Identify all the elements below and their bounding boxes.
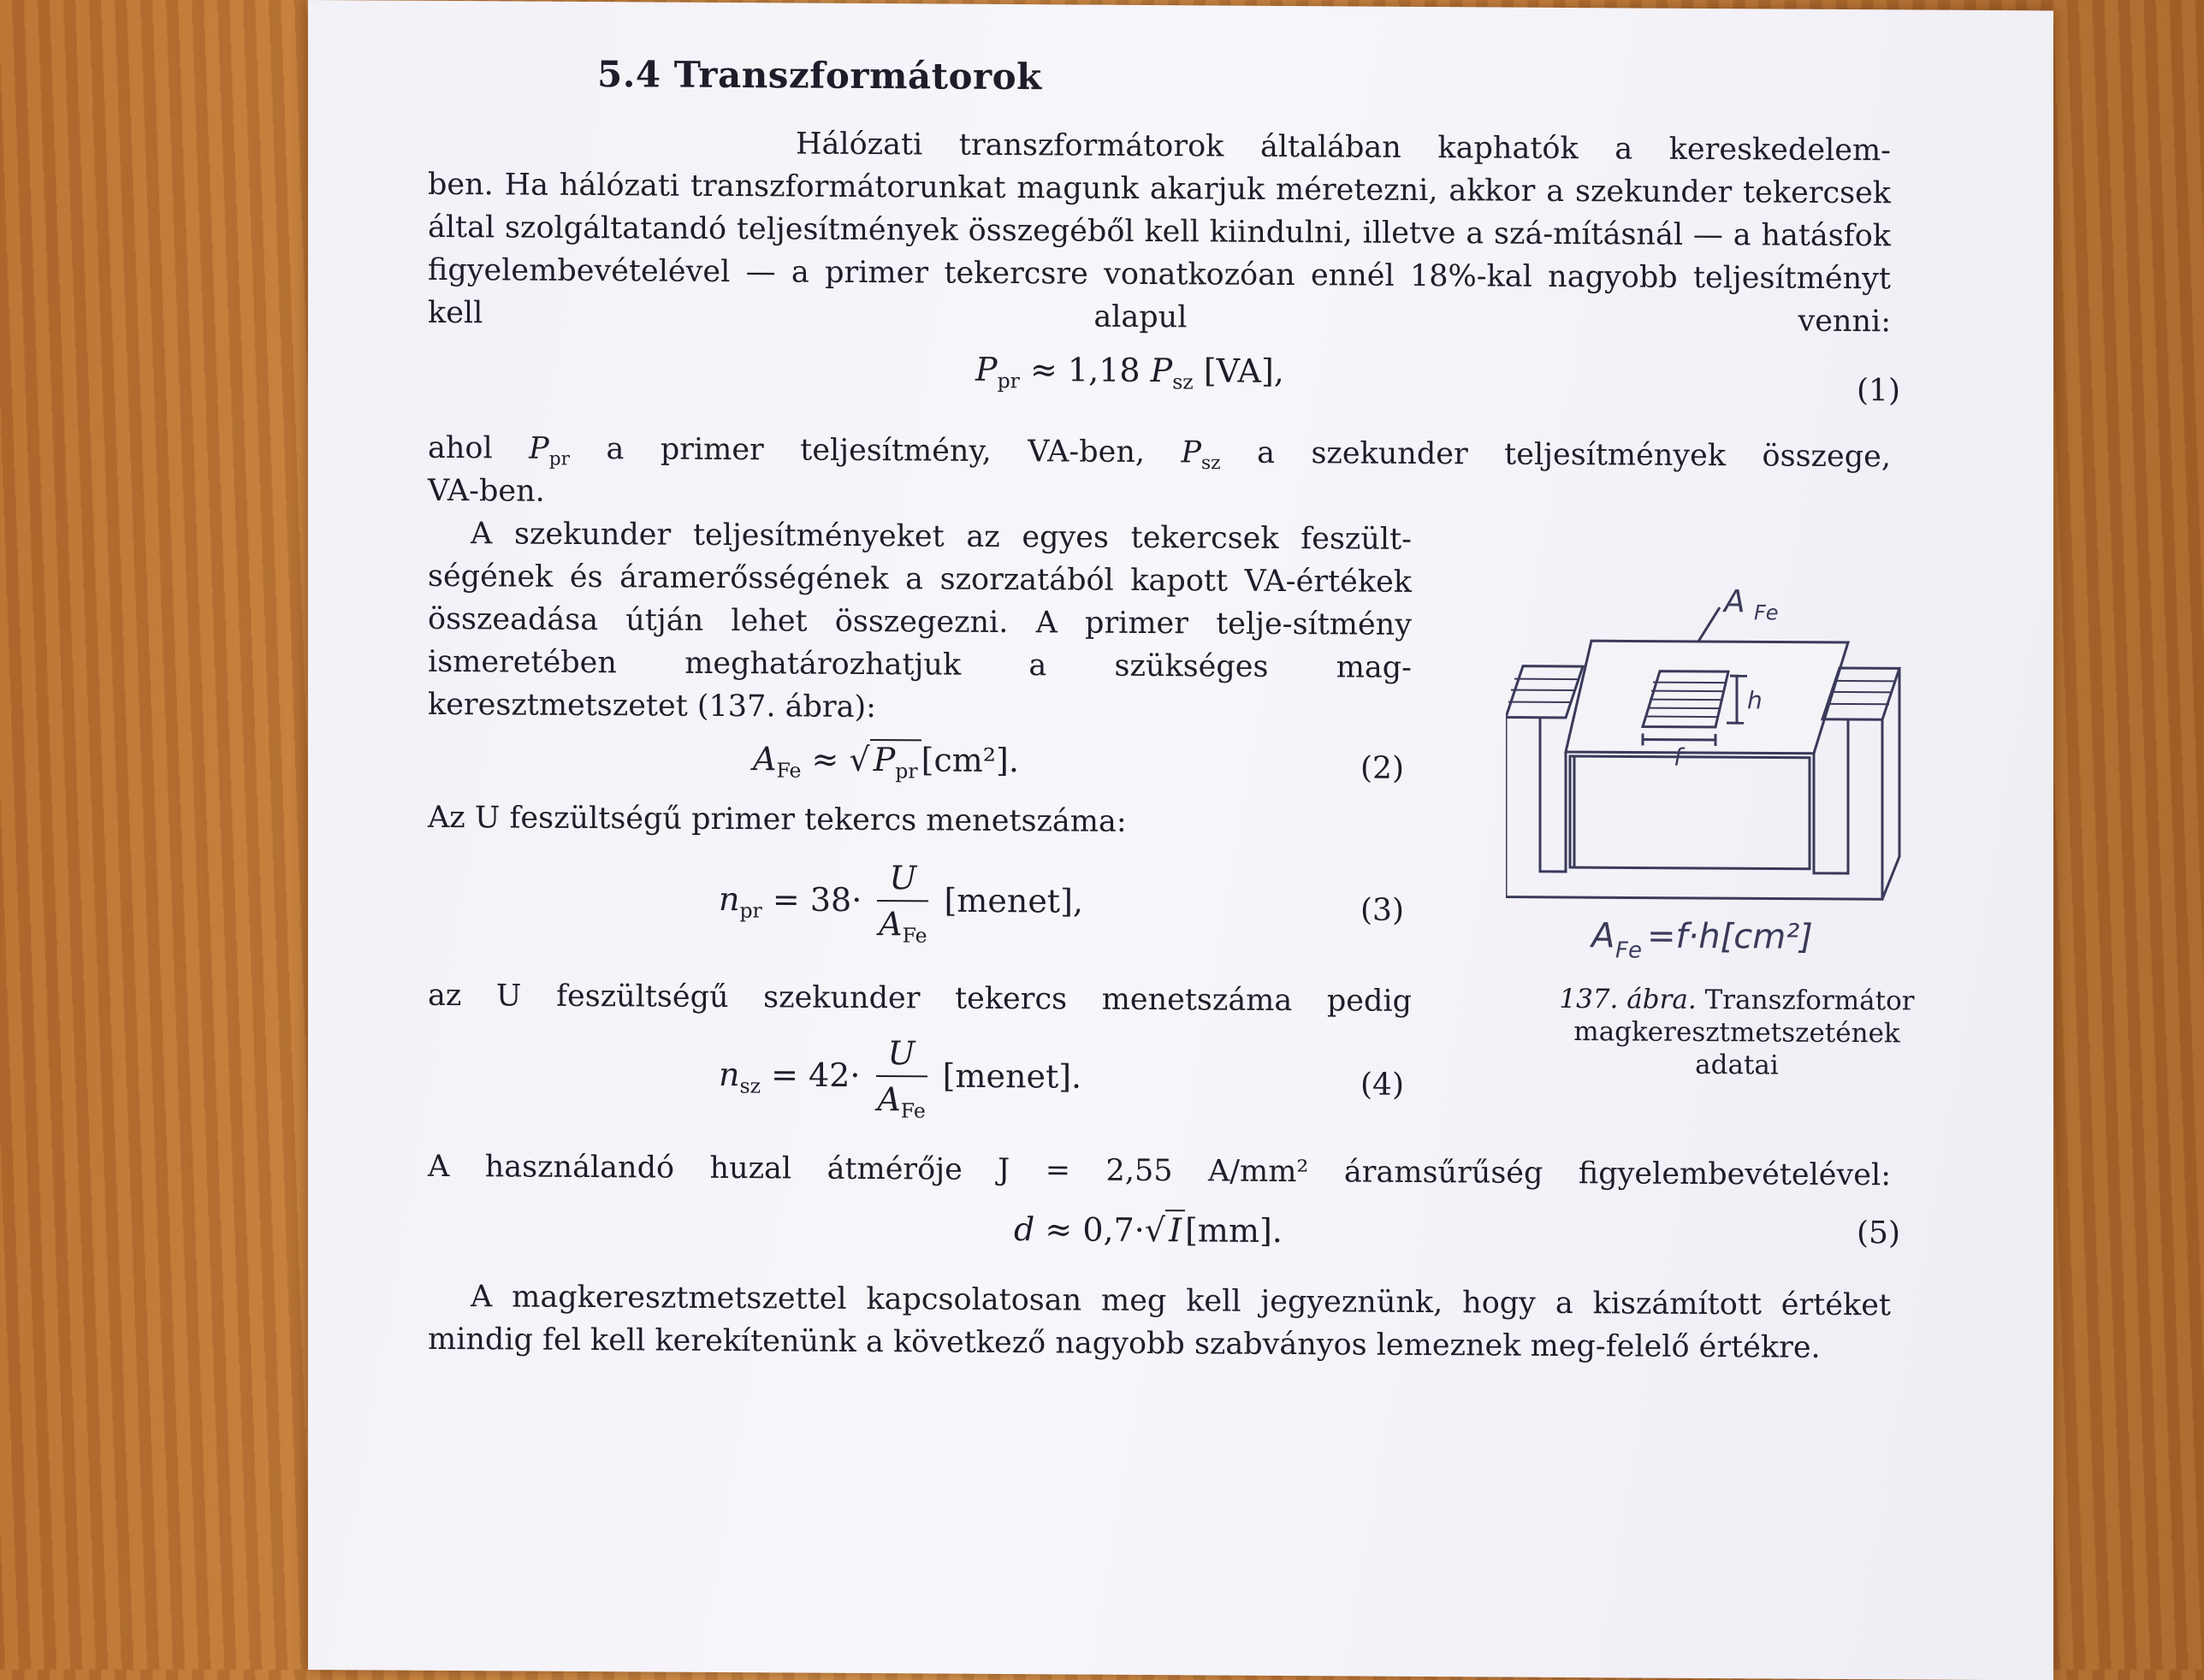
- eq3-fraction: [877, 859, 928, 948]
- eq2-rel: ≈: [812, 741, 839, 778]
- equation-3-number: (3): [1360, 893, 1404, 928]
- eq2-lhs: A: [753, 740, 776, 778]
- afe-label: A: [1722, 584, 1745, 619]
- sqrt-sign: √: [849, 741, 869, 778]
- section-title: 5.4 Transzformátorok: [597, 53, 1042, 98]
- eq4-unit: [menet].: [943, 1057, 1081, 1096]
- eq5-lhs: d: [1014, 1210, 1034, 1248]
- eq5-rel: ≈ 0,7·: [1045, 1210, 1144, 1249]
- eq3-frac-den: A: [879, 905, 902, 943]
- formula-label: A: [1589, 916, 1614, 955]
- eq4-lhs: n: [719, 1056, 739, 1093]
- caption-abra: ábra.: [1626, 984, 1696, 1015]
- final-paragraph: A magkeresztmetszettel kapcsolatosan meg kell jegyeznünk, hogy a kiszámított értéket mindig fel kell kerekítenünk a következő nagyobb szabványos lemeznek meg-felelő értékre.: [428, 1275, 1891, 1369]
- afe-label-sub: Fe: [1754, 600, 1779, 624]
- equation-1-number: (1): [1857, 373, 1900, 408]
- equation-1: [975, 351, 1284, 394]
- eq1-lhs-sub: pr: [998, 369, 1020, 393]
- eq3-lhs: n: [719, 880, 739, 918]
- eq2-unit: [cm²].: [921, 741, 1019, 779]
- left-winding: [1506, 666, 1583, 719]
- equation-3: [719, 858, 1083, 949]
- formula-rest: =f·h[cm²]: [1647, 917, 1813, 957]
- bobbin: [1570, 756, 1810, 869]
- figure-caption: [1489, 982, 1985, 1083]
- eq1-unit: [VA],: [1204, 352, 1284, 390]
- intro-first-line: Hálózati transzformátorok általában kaphatók a kereskedelem-: [428, 121, 1891, 172]
- eq4-fraction: [876, 1034, 927, 1123]
- caption-text-2: magkeresztmetszetének: [1489, 1015, 1985, 1050]
- intro-paragraph: [428, 121, 1891, 343]
- equation-5-number: (5): [1857, 1216, 1900, 1251]
- eq4-lhs-sub: sz: [739, 1074, 761, 1097]
- primer-line: Az U feszültségű primer tekercs menetszáma:: [428, 796, 1127, 843]
- eq5-rad: I: [1165, 1210, 1185, 1249]
- eq4-rel: = 42·: [771, 1056, 860, 1094]
- top-plate: [1566, 641, 1848, 754]
- intro-rest: ben. Ha hálózati transzformátorunkat magunk akarjuk méretezni, akkor a szekunder tekercsek által szolgáltatandó teljesítmények összegéből kell kiindulni, illetve a szá-mításnál — a hatásfok figyelembevételével — a primer tekercsre vonatkozóan ennél 18%-kal nagyobb teljesítményt kell alapul venni:: [428, 168, 1891, 339]
- szekunder-paragraph: A szekunder teljesítményeket az egyes tekercsek feszült-ségének és áramerősségének a szorzatából kapott VA-értékek összeadása útján lehet összegezni. A primer telje-sítmény ismeretében meghatározhatjuk a szükséges mag-keresztmetszetet (137. ábra):: [428, 512, 1412, 732]
- equation-2-number: (2): [1360, 751, 1404, 786]
- eq1-rhs: P: [1151, 352, 1173, 389]
- caption-text-1: Transzformátor: [1705, 985, 1915, 1016]
- ahol-line-2: VA-ben.: [428, 470, 545, 513]
- szekunder-line: az U feszültségű szekunder tekercs menetszáma pedig: [428, 974, 1412, 1023]
- eq3-lhs-sub: pr: [739, 898, 761, 922]
- equation-4: [719, 1033, 1081, 1124]
- caption-num: 137.: [1559, 984, 1618, 1015]
- formula-label-sub: Fe: [1615, 938, 1642, 963]
- ahol-word: ahol: [428, 431, 493, 465]
- h-label: h: [1747, 686, 1763, 714]
- eq1-rel: ≈ 1,18: [1030, 351, 1141, 389]
- eq2-lhs-sub: Fe: [776, 759, 801, 783]
- eq1-lhs: P: [975, 351, 998, 388]
- eq5-unit: [mm].: [1185, 1211, 1283, 1250]
- eq2-radicand: [870, 739, 921, 778]
- eq3-rel: = 38·: [773, 880, 862, 919]
- eq4-frac-den: A: [877, 1080, 900, 1118]
- ahol-szekunder: a szekunder teljesítmények összege,: [1257, 436, 1891, 475]
- equation-4-number: (4): [1360, 1068, 1404, 1103]
- document-page: [308, 0, 2053, 1680]
- caption-text-3: adatai: [1489, 1047, 1985, 1083]
- f-label: f: [1674, 743, 1686, 772]
- eq3-frac-num: U: [877, 859, 928, 902]
- caption-line-1: [1489, 982, 1985, 1018]
- equation-2: [753, 740, 1019, 784]
- ahol-primer: a primer teljesítmény, VA-ben,: [606, 432, 1145, 470]
- eq2-rad-sub: pr: [895, 759, 917, 783]
- ahol-line: ahol $P_{pr}$ a primer teljesítmény, VA-ben, $P_{sz}$ a szekunder teljesítmények összege,: [428, 427, 1891, 489]
- transformer-core-figure: [1506, 572, 1951, 977]
- eq3-unit: [menet],: [945, 882, 1083, 920]
- huzal-line: A használandó huzal átmérője J = 2,55 A/mm² áramsűrűség figyelembevételével:: [428, 1145, 1891, 1197]
- eq2-rad: P: [874, 741, 896, 778]
- sqrt-sign-5: √: [1145, 1211, 1165, 1249]
- eq3-frac-den-sub: Fe: [903, 923, 927, 947]
- eq1-rhs-sub: sz: [1172, 370, 1194, 393]
- equation-5: [1014, 1210, 1283, 1250]
- eq4-frac-num: U: [876, 1034, 927, 1077]
- eq4-frac-den-sub: Fe: [901, 1098, 926, 1122]
